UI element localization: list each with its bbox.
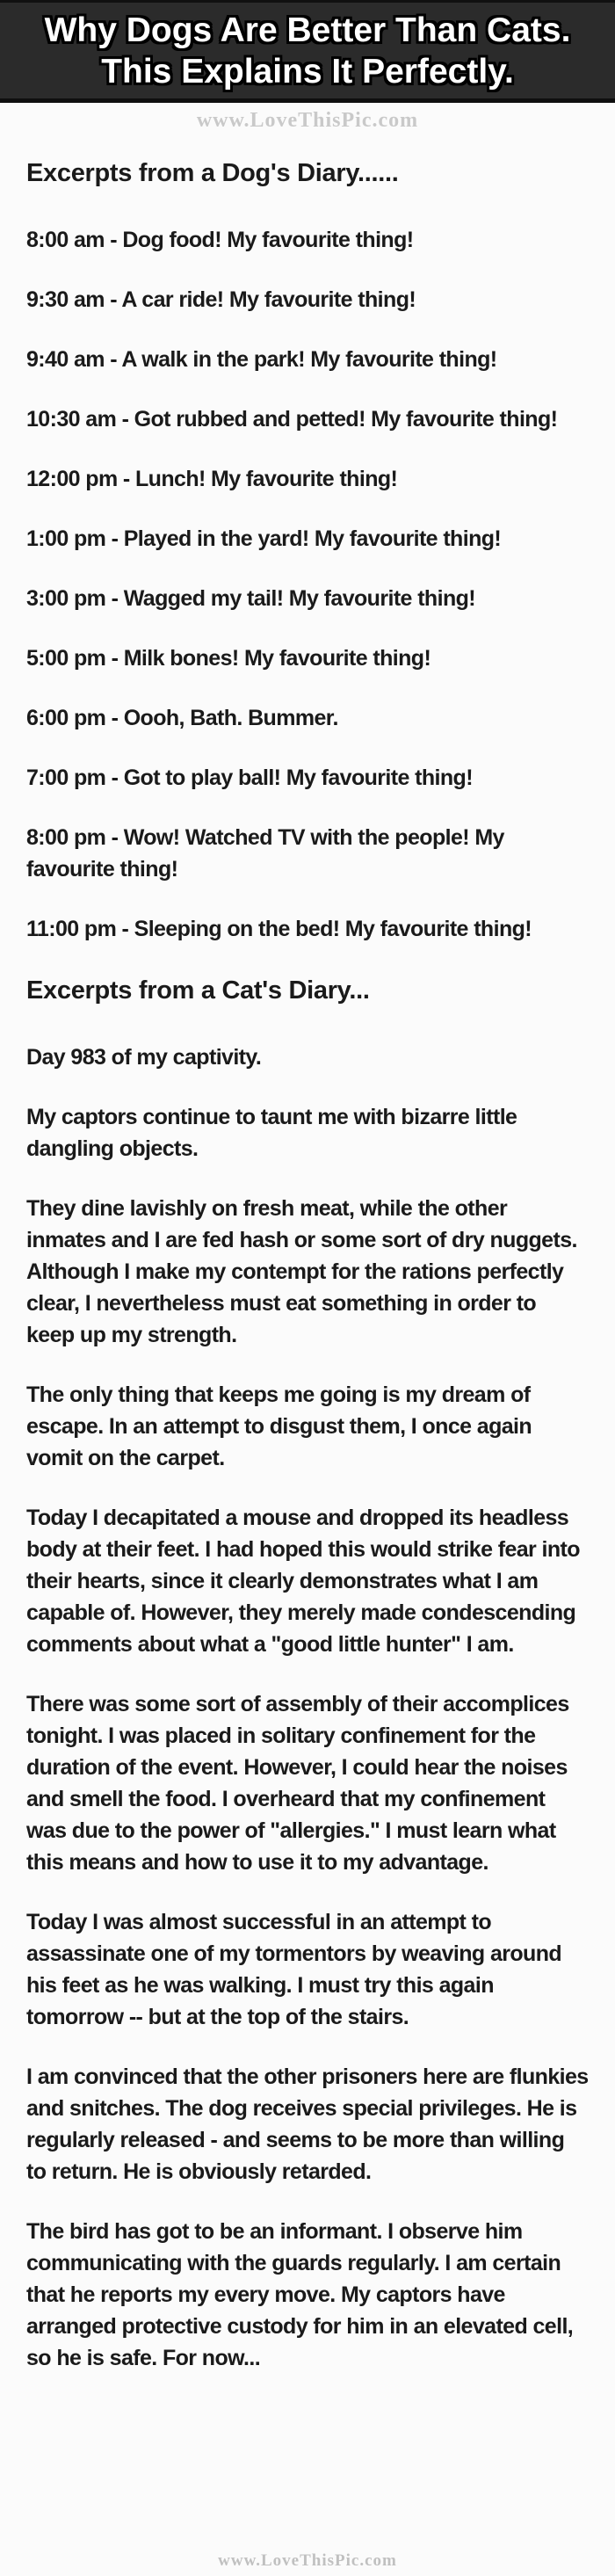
dog-diary-entries xyxy=(26,224,589,945)
cat-diary-heading: Excerpts from a Cat's Diary... xyxy=(26,976,370,1005)
dog-diary-entry: 8:00 pm - Wow! Watched TV with the people! My favourite thing! xyxy=(26,825,504,882)
cat-diary-paragraphs xyxy=(26,1041,589,2374)
cat-diary-paragraph: My captors continue to taunt me with bizarre little dangling objects. xyxy=(26,1105,517,1161)
dog-diary-entry: 9:40 am - A walk in the park! My favourite thing! xyxy=(26,347,497,372)
dog-diary-entry: 12:00 pm - Lunch! My favourite thing! xyxy=(26,467,398,491)
dog-diary-entry: 6:00 pm - Oooh, Bath. Bummer. xyxy=(26,706,338,730)
cat-diary-paragraph: The bird has got to be an informant. I observe him communicating with the guards regularly. I am certain that he reports my every move. My captors have arranged protective custody for him in an elevated cell, so he is safe. For now... xyxy=(26,2219,574,2370)
dog-diary-entry: 8:00 am - Dog food! My favourite thing! xyxy=(26,228,414,252)
diary-content xyxy=(0,133,615,2374)
cat-diary-paragraph: Today I decapitated a mouse and dropped its headless body at their feet. I had hoped this would strike fear into their hearts, since it clearly demonstrates what I am capable of. However, they merely made condescending comments about what a "good little hunter" I am. xyxy=(26,1506,580,1657)
dog-diary-entry: 1:00 pm - Played in the yard! My favourite thing! xyxy=(26,526,502,551)
dog-diary-entry: 3:00 pm - Wagged my tail! My favourite thing! xyxy=(26,586,476,611)
dog-diary-heading: Excerpts from a Dog's Diary...... xyxy=(26,159,399,187)
cat-diary-paragraph: They dine lavishly on fresh meat, while the other inmates and I are fed hash or some sort of dry nuggets. Although I make my contempt for the rations perfectly clear, I nevertheless must eat something in order to keep up my strength. xyxy=(26,1196,577,1347)
cat-diary-paragraph: Today I was almost successful in an attempt to assassinate one of my tormentors by weaving around his feet as he was walking. I must try this again tomorrow -- but at the top of the stairs. xyxy=(26,1910,562,2029)
header-banner xyxy=(0,0,615,103)
cat-diary-paragraph: Day 983 of my captivity. xyxy=(26,1045,262,1070)
header-title-line2: This Explains It Perfectly. xyxy=(101,52,514,91)
dog-diary-entry: 7:00 pm - Got to play ball! My favourite thing! xyxy=(26,766,473,790)
cat-diary-paragraph: I am convinced that the other prisoners here are flunkies and snitches. The dog receives special privileges. He is regularly released - and seems to be more than willing to return. He is obviously retarded. xyxy=(26,2064,589,2184)
dog-diary-entry: 9:30 am - A car ride! My favourite thing! xyxy=(26,287,416,312)
dog-diary-entry: 10:30 am - Got rubbed and petted! My favourite thing! xyxy=(26,407,558,432)
watermark-top: www.LoveThisPic.com xyxy=(196,109,419,132)
dog-diary-entry: 5:00 pm - Milk bones! My favourite thing! xyxy=(26,646,431,671)
header-title-line1: Why Dogs Are Better Than Cats. xyxy=(44,11,571,49)
cat-diary-paragraph: There was some sort of assembly of their accomplices tonight. I was placed in solitary confinement for the duration of the event. However, I could hear the noises and smell the food. I overheard that my confinement was due to the power of "allergies." I must learn what this means and how to use it to my advantage. xyxy=(26,1692,569,1875)
dog-diary-entry: 11:00 pm - Sleeping on the bed! My favourite thing! xyxy=(26,917,532,941)
watermark-bottom: www.LoveThisPic.com xyxy=(218,2551,397,2570)
cat-diary-paragraph: The only thing that keeps me going is my dream of escape. In an attempt to disgust them, I once again vomit on the carpet. xyxy=(26,1382,532,1470)
